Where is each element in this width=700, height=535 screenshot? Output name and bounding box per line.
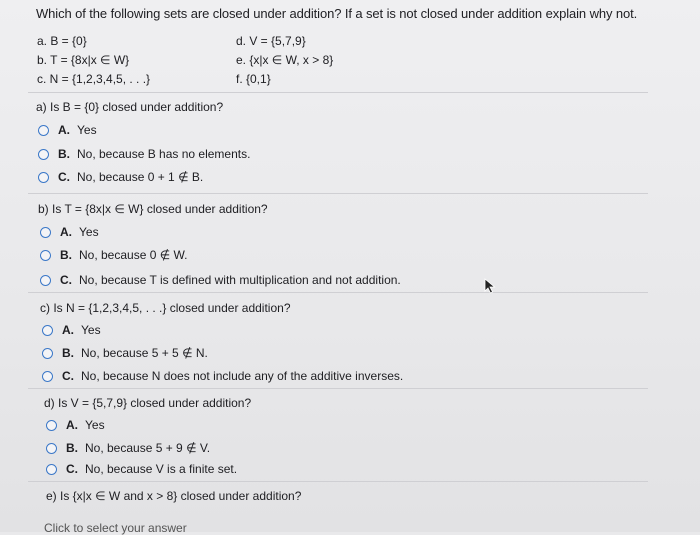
radio-button[interactable] xyxy=(38,172,49,183)
part-a-option-b[interactable] xyxy=(38,147,250,161)
part-d-option-a[interactable] xyxy=(46,418,105,432)
divider xyxy=(28,292,648,293)
part-e-question: e) Is {x|x ∈ W and x > 8} closed under addition? xyxy=(46,489,302,503)
divider xyxy=(28,481,648,482)
option-text: Yes xyxy=(79,225,99,239)
radio-button[interactable] xyxy=(38,149,49,160)
option-text: Yes xyxy=(81,323,101,337)
radio-button[interactable] xyxy=(40,250,51,261)
option-letter: C. xyxy=(62,369,74,383)
mouse-cursor-icon xyxy=(484,278,498,294)
radio-button[interactable] xyxy=(42,348,53,359)
option-text: No, because B has no elements. xyxy=(77,147,251,161)
option-text: No, because V is a finite set. xyxy=(85,462,238,476)
part-b-question: b) Is T = {8x|x ∈ W} closed under addition? xyxy=(38,202,268,216)
sets-right-column xyxy=(236,32,333,89)
part-d-option-b[interactable] xyxy=(46,441,210,455)
set-e: e. {x|x ∈ W, x > 8} xyxy=(236,53,334,67)
radio-button[interactable] xyxy=(42,325,53,336)
footer-hint: Click to select your answer xyxy=(44,521,187,535)
option-letter: C. xyxy=(66,462,78,476)
option-letter: B. xyxy=(58,147,70,161)
set-f: f. {0,1} xyxy=(236,72,271,86)
set-b: b. T = {8x|x ∈ W} xyxy=(37,53,130,67)
set-a: a. B = {0} xyxy=(37,34,87,48)
radio-button[interactable] xyxy=(40,275,51,286)
set-c: c. N = {1,2,3,4,5, . . .} xyxy=(37,72,151,86)
option-letter: A. xyxy=(58,123,70,137)
option-text: Yes xyxy=(85,418,105,432)
radio-button[interactable] xyxy=(38,125,49,136)
divider xyxy=(28,193,648,194)
radio-button[interactable] xyxy=(46,464,57,475)
option-text: No, because N does not include any of the additive inverses. xyxy=(81,369,404,383)
part-a-option-c[interactable] xyxy=(38,170,203,184)
radio-button[interactable] xyxy=(46,420,57,431)
part-c-option-b[interactable] xyxy=(42,346,208,360)
sets-left-column xyxy=(37,32,150,89)
part-b-option-b[interactable] xyxy=(40,248,188,262)
part-c-question: c) Is N = {1,2,3,4,5, . . .} closed under addition? xyxy=(40,301,291,315)
option-letter: C. xyxy=(60,273,72,287)
option-letter: A. xyxy=(62,323,74,337)
radio-button[interactable] xyxy=(40,227,51,238)
option-text: Yes xyxy=(77,123,97,137)
part-a-question: a) Is B = {0} closed under addition? xyxy=(36,100,224,114)
option-text: No, because 5 + 9 ∉ V. xyxy=(85,441,211,455)
option-letter: B. xyxy=(66,441,78,455)
set-d: d. V = {5,7,9} xyxy=(236,34,306,48)
part-b-option-c[interactable] xyxy=(40,273,401,287)
part-a-option-a[interactable] xyxy=(38,123,97,137)
part-c-option-a[interactable] xyxy=(42,323,101,337)
question-text: Which of the following sets are closed under addition? If a set is not closed under addition explain why not. xyxy=(36,6,638,21)
option-text: No, because 0 ∉ W. xyxy=(79,248,188,262)
divider xyxy=(28,92,648,93)
part-d-option-c[interactable] xyxy=(46,462,237,476)
part-d-question: d) Is V = {5,7,9} closed under addition? xyxy=(44,396,252,410)
radio-button[interactable] xyxy=(42,371,53,382)
option-text: No, because T is defined with multiplication and not addition. xyxy=(79,273,401,287)
option-text: No, because 5 + 5 ∉ N. xyxy=(81,346,208,360)
option-letter: A. xyxy=(66,418,78,432)
part-b-option-a[interactable] xyxy=(40,225,99,239)
radio-button[interactable] xyxy=(46,443,57,454)
option-letter: B. xyxy=(62,346,74,360)
option-letter: C. xyxy=(58,170,70,184)
option-letter: A. xyxy=(60,225,72,239)
part-c-option-c[interactable] xyxy=(42,369,403,383)
option-text: No, because 0 + 1 ∉ B. xyxy=(77,170,204,184)
option-letter: B. xyxy=(60,248,72,262)
divider xyxy=(28,388,648,389)
